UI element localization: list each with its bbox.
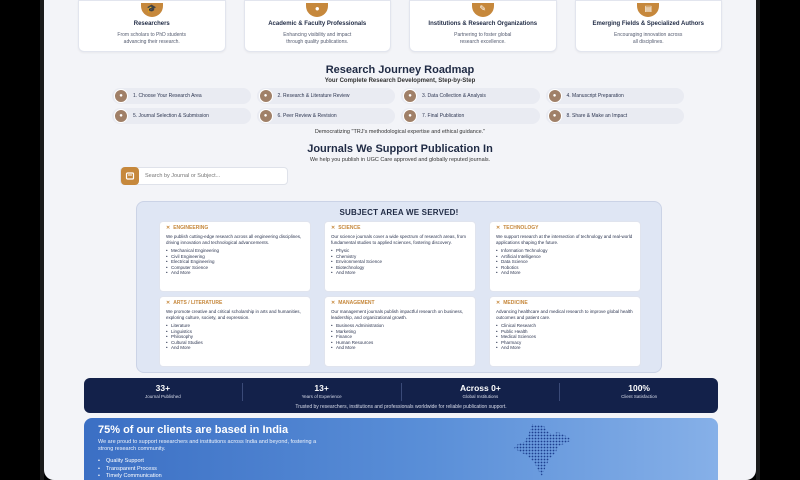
step-avatar-icon: ● [259, 89, 273, 103]
audience-title: Researchers [133, 21, 170, 27]
clients-list [98, 458, 162, 480]
list-item: • Artificial Intelligence [496, 254, 634, 260]
subject-desc: We support research at the intersection of technology and real-world applications shaping the future. [496, 234, 633, 245]
subject-card-technology [489, 221, 641, 292]
tools-icon: ✕ [496, 225, 501, 231]
tools-icon: ✕ [166, 225, 171, 231]
roadmap-step [401, 108, 540, 124]
subject-card-science [324, 221, 476, 292]
step-label: 7. Final Publication [422, 113, 465, 119]
list-item: • Public Health [496, 329, 634, 335]
subject-list [166, 323, 304, 351]
step-label: 4. Manuscript Preparation [566, 93, 624, 99]
subject-list [331, 323, 469, 351]
list-item: • Clinical Research [496, 323, 634, 329]
step-avatar-icon: ● [548, 109, 562, 123]
subject-list [166, 248, 304, 276]
roadmap-step [257, 88, 396, 104]
search-input[interactable] [145, 173, 285, 179]
stats-footer: Trusted by researchers, institutions and professionals worldwide for reliable publication support. [295, 404, 507, 410]
audience-card-researchers [78, 0, 226, 52]
list-item: • And More [166, 345, 304, 351]
list-item: • Information Technology [496, 248, 634, 254]
list-item: • Medical Sciences [496, 334, 634, 340]
audience-desc: Enhancing visibility and impact through quality publications. [283, 32, 352, 45]
list-item: • Business Administration [331, 323, 469, 329]
roadmap-step [546, 108, 685, 124]
list-item: • Timely Communication [98, 473, 162, 480]
roadmap-step [112, 108, 251, 124]
audience-card-academic [244, 0, 392, 52]
audience-title: Emerging Fields & Specialized Authors [592, 21, 704, 27]
stat-value: 13+ [314, 383, 329, 393]
stat-label: Journal Published [144, 394, 181, 399]
journals-subtitle: We help you publish in UGC Care approved and globally reputed journals. [309, 157, 491, 163]
stat-value: 100% [628, 383, 650, 393]
list-item: • Marketing [331, 329, 469, 335]
roadmap-subtitle: Your Complete Research Development, Step-by-Step [324, 78, 476, 84]
tools-icon: ✕ [331, 225, 336, 231]
list-item: • Finance [331, 334, 469, 340]
subject-list [331, 248, 469, 276]
list-item: • Civil Engineering [166, 254, 304, 260]
list-item: • Biotechnology [331, 265, 469, 271]
list-item: • Robotics [496, 265, 634, 271]
list-item: • And More [496, 345, 634, 351]
tools-icon: ✕ [166, 300, 171, 306]
roadmap-step [112, 88, 251, 104]
subject-desc: We promote creative and critical scholarship in arts and humanities, exploring culture, society, and expression. [166, 309, 301, 320]
roadmap-step [546, 88, 685, 104]
subject-name: ENGINEERING [173, 225, 209, 231]
clients-banner [84, 418, 718, 480]
list-item: • Linguistics [166, 329, 304, 335]
graduation-cap-icon: 🎓 [141, 3, 163, 17]
subject-name: SCIENCE [338, 225, 361, 231]
list-item: • Cultural Studies [166, 340, 304, 346]
subject-name: MANAGEMENT [338, 300, 375, 306]
list-item: • And More [331, 270, 469, 276]
step-avatar-icon: ● [259, 109, 273, 123]
tools-icon: ✕ [496, 300, 501, 306]
subject-heading [496, 225, 634, 231]
stat-label: Global Institutions [462, 394, 499, 399]
list-item: • Environmental Science [331, 259, 469, 265]
step-avatar-icon: ● [403, 109, 417, 123]
subject-name: MEDICINE [503, 300, 528, 306]
stat-experience [243, 383, 402, 401]
audience-desc: Partnering to foster global research excellence. [454, 32, 512, 45]
step-label: 8. Share & Make an Impact [566, 113, 628, 119]
pen-icon: ✎ [472, 3, 494, 17]
stats-row [84, 383, 718, 401]
step-label: 2. Research & Literature Review [277, 93, 350, 99]
stat-value: 33+ [155, 383, 171, 393]
roadmap-footer: Democratizing "TRJ's methodological expertise and ethical guidance." [314, 129, 486, 135]
step-label: 3. Data Collection & Analysis [422, 93, 486, 99]
roadmap-steps [112, 88, 684, 124]
roadmap-title: Research Journey Roadmap [325, 64, 475, 76]
search-icon[interactable] [121, 167, 139, 185]
subject-heading [331, 225, 469, 231]
document-icon: ▤ [637, 3, 659, 17]
stat-satisfaction [560, 383, 718, 401]
journal-search [120, 167, 288, 185]
list-item: • Computer Science [166, 265, 304, 271]
step-label: 1. Choose Your Research Area [133, 93, 202, 99]
subject-card-medicine [489, 296, 641, 367]
list-item: • Data Science [496, 259, 634, 265]
stat-label: Years of Experience [301, 394, 342, 399]
step-avatar-icon: ● [403, 89, 417, 103]
subject-name: TECHNOLOGY [503, 225, 539, 231]
journals-title: Journals We Support Publication In [307, 143, 493, 155]
list-item: • Quality Support [98, 458, 162, 466]
subject-card-engineering [159, 221, 311, 292]
list-item: • Chemistry [331, 254, 469, 260]
audience-desc: From scholars to PhD students advancing their research. [117, 32, 187, 45]
step-avatar-icon: ● [548, 89, 562, 103]
list-item: • And More [496, 270, 634, 276]
device-bezel-right [756, 0, 760, 480]
step-label: 6. Peer Review & Revision [277, 113, 337, 119]
subject-desc: Advancing healthcare and medical research to improve global health outcomes and patient care. [496, 309, 633, 320]
tools-icon: ✕ [331, 300, 336, 306]
subject-list [496, 323, 634, 351]
subject-desc: We publish cutting-edge research across all engineering disciplines, driving innovation and technological advancements. [166, 234, 302, 245]
step-avatar-icon: ● [114, 109, 128, 123]
subject-heading [331, 300, 469, 306]
audience-title: Institutions & Research Organizations [428, 21, 538, 27]
subject-area-panel [136, 201, 662, 373]
subject-cards [159, 221, 641, 367]
stats-bar [84, 378, 718, 413]
subject-desc: Our science journals cover a wide spectrum of research areas, from fundamental studies to applied sciences, fostering discovery. [331, 234, 467, 245]
subject-card-management [324, 296, 476, 367]
step-avatar-icon: ● [114, 89, 128, 103]
list-item: • Pharmacy [496, 340, 634, 346]
subject-heading [166, 300, 304, 306]
list-item: • Electrical Engineering [166, 259, 304, 265]
stat-institutions [402, 383, 561, 401]
clients-title: 75% of our clients are based in India [98, 424, 289, 436]
roadmap-step [257, 108, 396, 124]
audience-card-emerging [575, 0, 723, 52]
clients-desc: We are proud to support researchers and institutions across India and beyond, fostering a strong research community. [98, 439, 317, 452]
subject-heading [166, 225, 304, 231]
audience-desc: Encouraging innovation across all disciplines. [614, 32, 683, 45]
subject-card-arts [159, 296, 311, 367]
audience-cards [78, 0, 722, 52]
audience-title: Academic & Faculty Professionals [268, 21, 367, 27]
list-item: • Human Resources [331, 340, 469, 346]
list-item: • And More [331, 345, 469, 351]
stat-label: Client Satisfaction [621, 394, 658, 399]
subject-desc: Our management journals publish impactful research on business, leadership, and organizational growth. [331, 309, 464, 320]
stat-journals [84, 383, 243, 401]
list-item: • Physic [331, 248, 469, 254]
page-viewport [44, 0, 756, 480]
subject-name: ARTS / LITERATURE [173, 300, 223, 306]
list-item: • Philosophy [166, 334, 304, 340]
audience-card-institutions [409, 0, 557, 52]
list-item: • Mechanical Engineering [166, 248, 304, 254]
roadmap-step [401, 88, 540, 104]
list-item: • Transparent Process [98, 466, 162, 474]
india-map-icon [492, 422, 592, 480]
step-label: 5. Journal Selection & Submission [133, 113, 209, 119]
subject-heading [496, 300, 634, 306]
list-item: • Literature [166, 323, 304, 329]
user-icon: ● [306, 3, 328, 17]
subject-list [496, 248, 634, 276]
stat-value: Across 0+ [459, 383, 501, 393]
list-item: • And More [166, 270, 304, 276]
subject-area-title: SUBJECT AREA WE SERVED! [339, 208, 459, 217]
